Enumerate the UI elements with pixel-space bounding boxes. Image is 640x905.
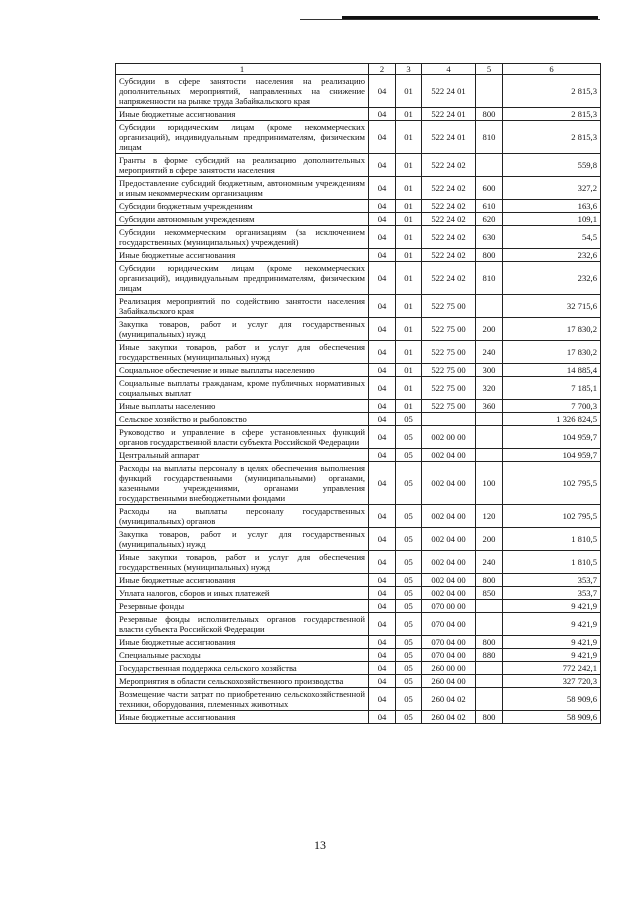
- row-amount-cell: 1 810,5: [503, 551, 601, 574]
- row-section-cell: 04: [369, 528, 396, 551]
- row-amount-cell: 7 185,1: [503, 377, 601, 400]
- table-row: [116, 400, 601, 413]
- row-subsection-cell: 05: [396, 662, 422, 675]
- row-amount-cell: 104 959,7: [503, 426, 601, 449]
- table-row: [116, 121, 601, 154]
- row-target-code-cell: 002 04 00: [422, 587, 476, 600]
- row-name-cell: Иные бюджетные ассигнования: [116, 636, 369, 649]
- table-row: [116, 675, 601, 688]
- row-subsection-cell: 01: [396, 364, 422, 377]
- row-target-code-cell: 522 75 00: [422, 364, 476, 377]
- row-amount-cell: 54,5: [503, 226, 601, 249]
- row-subsection-cell: 01: [396, 400, 422, 413]
- row-target-code-cell: 522 24 02: [422, 213, 476, 226]
- row-subsection-cell: 05: [396, 505, 422, 528]
- row-subsection-cell: 01: [396, 177, 422, 200]
- header-col-6: 6: [503, 64, 601, 75]
- row-name-cell: Субсидии юридическим лицам (кроме некоммерческих организаций), индивидуальным предпринимателям, физическим лицам: [116, 121, 369, 154]
- row-target-code-cell: 260 04 02: [422, 711, 476, 724]
- row-section-cell: 04: [369, 688, 396, 711]
- table-row: [116, 154, 601, 177]
- table-row: [116, 262, 601, 295]
- row-subsection-cell: 05: [396, 413, 422, 426]
- row-amount-cell: 109,1: [503, 213, 601, 226]
- row-name-cell: Сельское хозяйство и рыболовство: [116, 413, 369, 426]
- row-amount-cell: 353,7: [503, 587, 601, 600]
- row-subsection-cell: 01: [396, 295, 422, 318]
- row-amount-cell: 17 830,2: [503, 318, 601, 341]
- row-section-cell: 04: [369, 600, 396, 613]
- row-target-code-cell: 522 75 00: [422, 400, 476, 413]
- row-name-cell: Гранты в форме субсидий на реализацию дополнительных мероприятий в сфере занятости населения: [116, 154, 369, 177]
- row-name-cell: Субсидии некоммерческим организациям (за исключением государственных (муниципальных) учреждений): [116, 226, 369, 249]
- row-expense-type-cell: [476, 426, 503, 449]
- row-expense-type-cell: 800: [476, 108, 503, 121]
- row-amount-cell: 1 810,5: [503, 528, 601, 551]
- row-name-cell: Расходы на выплаты персоналу государственных (муниципальных) органов: [116, 505, 369, 528]
- row-amount-cell: 2 815,3: [503, 75, 601, 108]
- row-amount-cell: 232,6: [503, 262, 601, 295]
- table-row: [116, 177, 601, 200]
- row-expense-type-cell: 850: [476, 587, 503, 600]
- row-name-cell: Иные закупки товаров, работ и услуг для обеспечения государственных (муниципальных) нужд: [116, 551, 369, 574]
- row-section-cell: 04: [369, 108, 396, 121]
- row-section-cell: 04: [369, 551, 396, 574]
- table-row: [116, 587, 601, 600]
- row-subsection-cell: 05: [396, 675, 422, 688]
- table-row: [116, 75, 601, 108]
- row-target-code-cell: 522 24 02: [422, 262, 476, 295]
- row-subsection-cell: 01: [396, 377, 422, 400]
- row-amount-cell: 353,7: [503, 574, 601, 587]
- table-row: [116, 613, 601, 636]
- row-subsection-cell: 01: [396, 75, 422, 108]
- header-col-3: 3: [396, 64, 422, 75]
- row-subsection-cell: 01: [396, 154, 422, 177]
- table-row: [116, 108, 601, 121]
- row-amount-cell: 9 421,9: [503, 613, 601, 636]
- row-expense-type-cell: 810: [476, 262, 503, 295]
- row-amount-cell: 32 715,6: [503, 295, 601, 318]
- row-target-code-cell: 070 04 00: [422, 649, 476, 662]
- row-section-cell: 04: [369, 249, 396, 262]
- row-amount-cell: 102 795,5: [503, 462, 601, 505]
- row-amount-cell: 14 885,4: [503, 364, 601, 377]
- row-subsection-cell: 01: [396, 226, 422, 249]
- table-row: [116, 688, 601, 711]
- row-section-cell: 04: [369, 400, 396, 413]
- table-row: [116, 505, 601, 528]
- table-row: [116, 636, 601, 649]
- row-section-cell: 04: [369, 613, 396, 636]
- table-row: [116, 226, 601, 249]
- row-target-code-cell: 002 00 00: [422, 426, 476, 449]
- row-target-code-cell: 002 04 00: [422, 528, 476, 551]
- row-name-cell: Резервные фонды: [116, 600, 369, 613]
- row-section-cell: 04: [369, 505, 396, 528]
- row-expense-type-cell: 800: [476, 711, 503, 724]
- table-row: [116, 449, 601, 462]
- row-name-cell: Уплата налогов, сборов и иных платежей: [116, 587, 369, 600]
- row-expense-type-cell: 320: [476, 377, 503, 400]
- row-amount-cell: 327,2: [503, 177, 601, 200]
- row-target-code-cell: 070 04 00: [422, 613, 476, 636]
- row-expense-type-cell: 810: [476, 121, 503, 154]
- table-row: [116, 318, 601, 341]
- row-target-code-cell: 522 24 02: [422, 177, 476, 200]
- row-amount-cell: 559,8: [503, 154, 601, 177]
- table-row: [116, 295, 601, 318]
- row-section-cell: 04: [369, 413, 396, 426]
- row-subsection-cell: 05: [396, 462, 422, 505]
- row-name-cell: Иные бюджетные ассигнования: [116, 711, 369, 724]
- row-section-cell: 04: [369, 711, 396, 724]
- row-subsection-cell: 01: [396, 200, 422, 213]
- table-row: [116, 462, 601, 505]
- row-name-cell: Социальное обеспечение и иные выплаты населению: [116, 364, 369, 377]
- row-expense-type-cell: 800: [476, 636, 503, 649]
- table-row: [116, 649, 601, 662]
- table-row: [116, 377, 601, 400]
- row-section-cell: 04: [369, 377, 396, 400]
- row-amount-cell: 2 815,3: [503, 121, 601, 154]
- row-name-cell: Иные бюджетные ассигнования: [116, 108, 369, 121]
- row-amount-cell: 58 909,6: [503, 711, 601, 724]
- row-expense-type-cell: [476, 295, 503, 318]
- table-header-row: [116, 64, 601, 75]
- row-section-cell: 04: [369, 449, 396, 462]
- row-subsection-cell: 01: [396, 262, 422, 295]
- row-subsection-cell: 01: [396, 108, 422, 121]
- row-subsection-cell: 05: [396, 649, 422, 662]
- row-target-code-cell: 002 04 00: [422, 462, 476, 505]
- row-expense-type-cell: 360: [476, 400, 503, 413]
- row-target-code-cell: 522 24 01: [422, 121, 476, 154]
- row-section-cell: 04: [369, 295, 396, 318]
- top-rule-thin: [300, 19, 600, 20]
- row-name-cell: Субсидии бюджетным учреждениям: [116, 200, 369, 213]
- row-expense-type-cell: 620: [476, 213, 503, 226]
- row-expense-type-cell: 880: [476, 649, 503, 662]
- row-target-code-cell: 002 04 00: [422, 449, 476, 462]
- row-target-code-cell: 070 04 00: [422, 636, 476, 649]
- row-target-code-cell: 260 04 02: [422, 688, 476, 711]
- row-section-cell: 04: [369, 341, 396, 364]
- row-expense-type-cell: 800: [476, 574, 503, 587]
- row-amount-cell: 9 421,9: [503, 649, 601, 662]
- row-name-cell: Расходы на выплаты персоналу в целях обеспечения выполнения функций государственными (муниципальными) органами, казенными учреждениями, органами управления государственными внебюджетными фондами: [116, 462, 369, 505]
- row-amount-cell: 9 421,9: [503, 600, 601, 613]
- row-target-code-cell: 070 00 00: [422, 600, 476, 613]
- row-amount-cell: 163,6: [503, 200, 601, 213]
- row-expense-type-cell: 240: [476, 341, 503, 364]
- row-target-code-cell: 522 24 02: [422, 154, 476, 177]
- row-section-cell: 04: [369, 662, 396, 675]
- row-section-cell: 04: [369, 574, 396, 587]
- row-subsection-cell: 01: [396, 341, 422, 364]
- row-amount-cell: 772 242,1: [503, 662, 601, 675]
- row-section-cell: 04: [369, 462, 396, 505]
- row-section-cell: 04: [369, 364, 396, 377]
- row-expense-type-cell: [476, 600, 503, 613]
- row-section-cell: 04: [369, 587, 396, 600]
- row-name-cell: Закупка товаров, работ и услуг для государственных (муниципальных) нужд: [116, 318, 369, 341]
- row-target-code-cell: 522 24 02: [422, 249, 476, 262]
- page-number: 13: [314, 838, 326, 852]
- row-expense-type-cell: 200: [476, 528, 503, 551]
- row-name-cell: Субсидии юридическим лицам (кроме некоммерческих организаций), индивидуальным предпринимателям, физическим лицам: [116, 262, 369, 295]
- row-section-cell: 04: [369, 675, 396, 688]
- row-name-cell: Возмещение части затрат по приобретению сельскохозяйственной техники, оборудования, племенных животных: [116, 688, 369, 711]
- row-amount-cell: 104 959,7: [503, 449, 601, 462]
- row-section-cell: 04: [369, 213, 396, 226]
- row-target-code-cell: 522 24 01: [422, 108, 476, 121]
- row-name-cell: Мероприятия в области сельскохозяйственного производства: [116, 675, 369, 688]
- row-section-cell: 04: [369, 75, 396, 108]
- row-expense-type-cell: [476, 413, 503, 426]
- table-row: [116, 600, 601, 613]
- table-row: [116, 413, 601, 426]
- row-subsection-cell: 05: [396, 449, 422, 462]
- row-name-cell: Резервные фонды исполнительных органов государственной власти субъекта Российской Федерации: [116, 613, 369, 636]
- row-subsection-cell: 05: [396, 600, 422, 613]
- row-subsection-cell: 05: [396, 551, 422, 574]
- header-col-4: 4: [422, 64, 476, 75]
- row-amount-cell: 7 700,3: [503, 400, 601, 413]
- table-row: [116, 426, 601, 449]
- row-name-cell: Иные выплаты населению: [116, 400, 369, 413]
- row-target-code-cell: 002 04 00: [422, 574, 476, 587]
- row-name-cell: Специальные расходы: [116, 649, 369, 662]
- row-section-cell: 04: [369, 636, 396, 649]
- table-row: [116, 662, 601, 675]
- row-expense-type-cell: [476, 675, 503, 688]
- row-name-cell: Закупка товаров, работ и услуг для государственных (муниципальных) нужд: [116, 528, 369, 551]
- row-target-code-cell: 522 75 00: [422, 295, 476, 318]
- row-target-code-cell: [422, 413, 476, 426]
- row-expense-type-cell: 630: [476, 226, 503, 249]
- row-expense-type-cell: 120: [476, 505, 503, 528]
- row-section-cell: 04: [369, 200, 396, 213]
- row-subsection-cell: 01: [396, 318, 422, 341]
- row-expense-type-cell: 200: [476, 318, 503, 341]
- row-subsection-cell: 01: [396, 249, 422, 262]
- row-name-cell: Реализация мероприятий по содействию занятости населения Забайкальского края: [116, 295, 369, 318]
- row-subsection-cell: 05: [396, 688, 422, 711]
- row-amount-cell: 327 720,3: [503, 675, 601, 688]
- row-expense-type-cell: 300: [476, 364, 503, 377]
- row-subsection-cell: 05: [396, 711, 422, 724]
- row-amount-cell: 102 795,5: [503, 505, 601, 528]
- row-expense-type-cell: [476, 662, 503, 675]
- table-row: [116, 711, 601, 724]
- row-expense-type-cell: [476, 688, 503, 711]
- row-target-code-cell: 522 75 00: [422, 318, 476, 341]
- row-target-code-cell: 260 04 00: [422, 675, 476, 688]
- row-name-cell: Иные закупки товаров, работ и услуг для обеспечения государственных (муниципальных) нужд: [116, 341, 369, 364]
- row-section-cell: 04: [369, 177, 396, 200]
- table-row: [116, 249, 601, 262]
- row-name-cell: Социальные выплаты гражданам, кроме публичных нормативных социальных выплат: [116, 377, 369, 400]
- row-target-code-cell: 522 75 00: [422, 341, 476, 364]
- row-subsection-cell: 01: [396, 213, 422, 226]
- table-row: [116, 213, 601, 226]
- table-body: [116, 64, 601, 724]
- budget-table: [115, 63, 601, 724]
- row-amount-cell: 9 421,9: [503, 636, 601, 649]
- row-section-cell: 04: [369, 649, 396, 662]
- row-amount-cell: 2 815,3: [503, 108, 601, 121]
- row-section-cell: 04: [369, 154, 396, 177]
- table-row: [116, 364, 601, 377]
- table-row: [116, 200, 601, 213]
- header-col-1: 1: [116, 64, 369, 75]
- row-subsection-cell: 05: [396, 587, 422, 600]
- row-section-cell: 04: [369, 318, 396, 341]
- row-expense-type-cell: [476, 154, 503, 177]
- row-name-cell: Субсидии автономным учреждениям: [116, 213, 369, 226]
- row-name-cell: Иные бюджетные ассигнования: [116, 249, 369, 262]
- row-expense-type-cell: [476, 613, 503, 636]
- row-expense-type-cell: 610: [476, 200, 503, 213]
- table-row: [116, 341, 601, 364]
- row-expense-type-cell: [476, 75, 503, 108]
- row-amount-cell: 58 909,6: [503, 688, 601, 711]
- row-target-code-cell: 522 24 01: [422, 75, 476, 108]
- row-name-cell: Субсидии в сфере занятости населения на реализацию дополнительных мероприятий, направленных на снижение напряженности на рынке труда Забайкальского края: [116, 75, 369, 108]
- header-col-2: 2: [369, 64, 396, 75]
- row-name-cell: Предоставление субсидий бюджетным, автономным учреждениям и иным некоммерческим организациям: [116, 177, 369, 200]
- row-expense-type-cell: 800: [476, 249, 503, 262]
- table-row: [116, 528, 601, 551]
- header-col-5: 5: [476, 64, 503, 75]
- row-target-code-cell: 002 04 00: [422, 551, 476, 574]
- row-name-cell: Государственная поддержка сельского хозяйства: [116, 662, 369, 675]
- row-expense-type-cell: 600: [476, 177, 503, 200]
- row-name-cell: Руководство и управление в сфере установленных функций органов государственной власти субъекта Российской Федерации: [116, 426, 369, 449]
- row-target-code-cell: 522 24 02: [422, 226, 476, 249]
- row-target-code-cell: 522 24 02: [422, 200, 476, 213]
- row-section-cell: 04: [369, 426, 396, 449]
- row-subsection-cell: 01: [396, 121, 422, 154]
- row-amount-cell: 1 326 824,5: [503, 413, 601, 426]
- row-amount-cell: 232,6: [503, 249, 601, 262]
- row-name-cell: Центральный аппарат: [116, 449, 369, 462]
- row-name-cell: Иные бюджетные ассигнования: [116, 574, 369, 587]
- row-amount-cell: 17 830,2: [503, 341, 601, 364]
- row-expense-type-cell: 240: [476, 551, 503, 574]
- row-subsection-cell: 05: [396, 636, 422, 649]
- row-subsection-cell: 05: [396, 528, 422, 551]
- row-section-cell: 04: [369, 121, 396, 154]
- table-row: [116, 574, 601, 587]
- table-row: [116, 551, 601, 574]
- row-subsection-cell: 05: [396, 426, 422, 449]
- row-section-cell: 04: [369, 226, 396, 249]
- row-subsection-cell: 05: [396, 613, 422, 636]
- row-target-code-cell: 002 04 00: [422, 505, 476, 528]
- row-target-code-cell: 522 75 00: [422, 377, 476, 400]
- row-section-cell: 04: [369, 262, 396, 295]
- row-expense-type-cell: [476, 449, 503, 462]
- row-expense-type-cell: 100: [476, 462, 503, 505]
- row-target-code-cell: 260 00 00: [422, 662, 476, 675]
- row-subsection-cell: 05: [396, 574, 422, 587]
